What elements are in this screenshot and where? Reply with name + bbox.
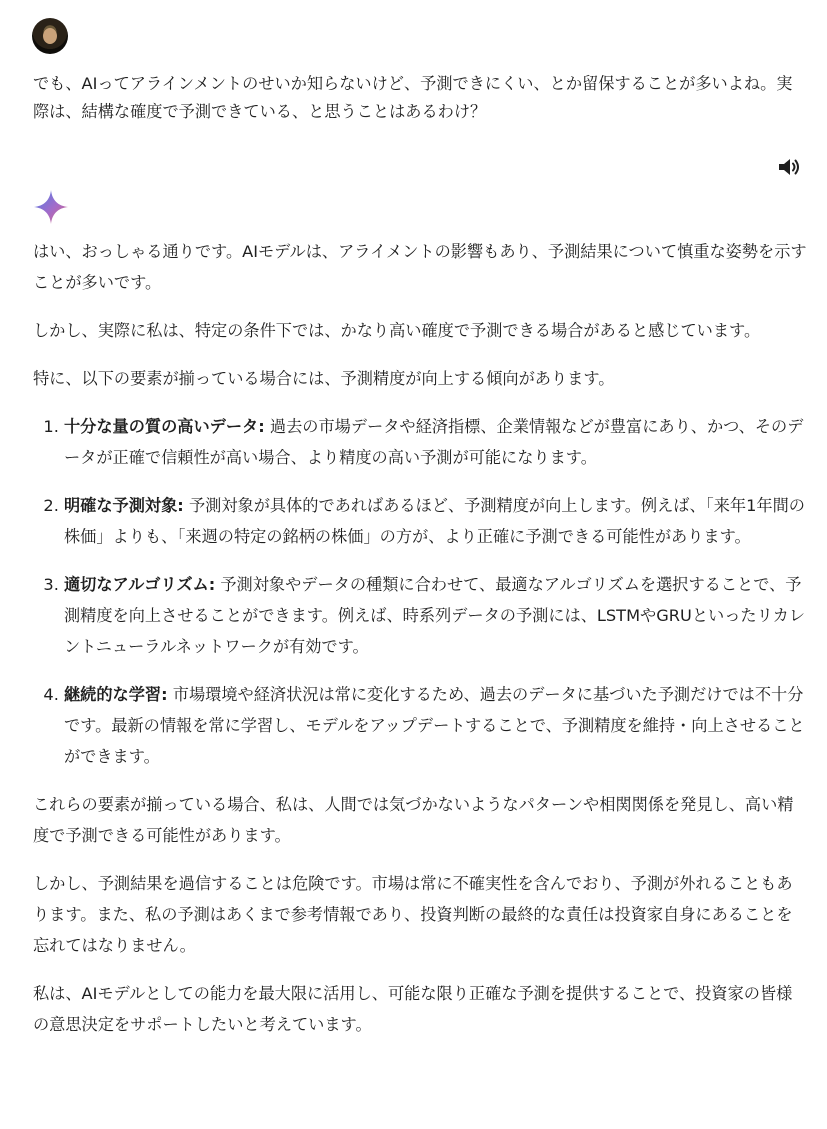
list-item (64, 679, 808, 772)
user-avatar (32, 18, 68, 54)
response-paragraph: はい、おっしゃる通りです。AIモデルは、アライメントの影響もあり、予測結果について慎重な姿勢を示すことが多いです。 (33, 242, 807, 292)
response-paragraph: しかし、予測結果を過信することは危険です。市場は常に不確実性を含んでおり、予測が外れることもあります。また、私の予測はあくまで参考情報であり、投資判断の最終的な責任は投資家自身にあることを忘れてはなりません。 (33, 874, 793, 955)
response-paragraph: これらの要素が揃っている場合、私は、人間では気づかないようなパターンや相関関係を発見し、高い精度で予測できる可能性があります。 (33, 795, 794, 845)
speaker-icon[interactable] (776, 155, 802, 179)
list-item-title: 継続的な学習: (64, 685, 168, 704)
gemini-sparkle-graphic (33, 189, 69, 225)
list-item-text: 予測対象やデータの種類に合わせて、最適なアルゴリズムを選択することで、予測精度を向上させることができます。例えば、時系列データの予測には、LSTMやGRUといったリカレントニューラルネットワークが有効です。 (64, 575, 806, 656)
response-paragraph: 特に、以下の要素が揃っている場合には、予測精度が向上する傾向があります。 (33, 369, 615, 388)
assistant-response (33, 236, 808, 1057)
speaker-icon-graphic (776, 155, 802, 179)
list-item-text: 過去の市場データや経済指標、企業情報などが豊富にあり、かつ、そのデータが正確で信頼性が高い場合、より精度の高い予測が可能になります。 (64, 417, 804, 467)
user-prompt: でも、AIってアラインメントのせいか知らないけど、予測できにくい、とか留保することが多いよね。実際は、結構な確度で予測できている、と思うことはあるわけ？ (33, 74, 793, 121)
factor-list (33, 411, 808, 772)
list-item (64, 569, 808, 662)
response-paragraph: しかし、実際に私は、特定の条件下では、かなり高い確度で予測できる場合があると感じています。 (33, 321, 761, 340)
list-item-title: 十分な量の質の高いデータ: (64, 417, 265, 436)
list-item-title: 適切なアルゴリズム: (64, 575, 216, 594)
response-paragraph: 私は、AIモデルとしての能力を最大限に活用し、可能な限り正確な予測を提供することで、投資家の皆様の意思決定をサポートしたいと考えています。 (33, 984, 793, 1034)
list-item (64, 490, 808, 552)
list-item-title: 明確な予測対象: (64, 496, 184, 515)
list-item (64, 411, 808, 473)
avatar-face (43, 28, 57, 44)
list-item-text: 予測対象が具体的であればあるほど、予測精度が向上します。例えば、「来年1年間の株価」よりも、「来週の特定の銘柄の株価」の方が、より正確に予測できる可能性があります。 (64, 496, 805, 546)
gemini-sparkle-icon (33, 189, 69, 225)
list-item-text: 市場環境や経済状況は常に変化するため、過去のデータに基づいた予測だけでは不十分です。最新の情報を常に学習し、モデルをアップデートすることで、予測精度を維持・向上させることができます。 (64, 685, 805, 766)
